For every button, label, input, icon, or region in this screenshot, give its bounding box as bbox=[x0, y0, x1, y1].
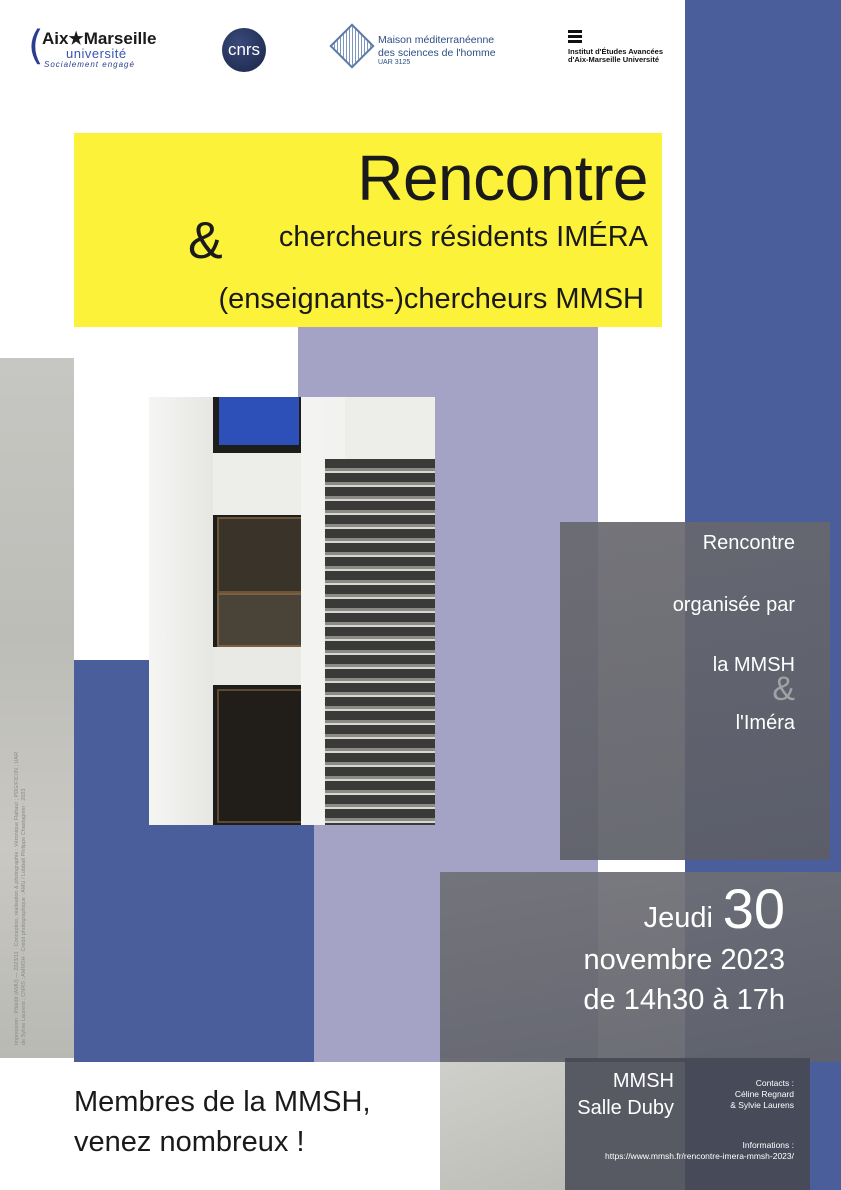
title-main: Rencontre bbox=[357, 142, 648, 214]
info-url[interactable]: https://www.mmsh.fr/rencontre-imera-mmsh-2023/ bbox=[605, 1151, 794, 1161]
event-hours: de 14h30 à 17h bbox=[583, 984, 785, 1016]
event-place bbox=[560, 1068, 674, 1122]
title-box bbox=[74, 133, 662, 327]
building-photo bbox=[149, 397, 435, 825]
info bbox=[580, 1140, 794, 1162]
title-ampersand: & bbox=[188, 212, 223, 270]
call-line2: venez nombreux ! bbox=[74, 1126, 305, 1158]
event-month: novembre 2023 bbox=[583, 944, 785, 976]
event-day: 30 bbox=[722, 877, 785, 940]
mmsh-logo-line1: Maison méditerranéenne bbox=[378, 34, 495, 46]
place-room: Salle Duby bbox=[577, 1097, 674, 1119]
organizers-ampersand: & bbox=[772, 670, 795, 708]
call-to-action bbox=[74, 1082, 371, 1162]
amu-logo bbox=[28, 23, 168, 74]
title-line1: chercheurs résidents IMÉRA bbox=[278, 221, 648, 253]
photo-credit: Impression : Pôlédit (AMU) — 2023/11 · Conception, réalisation & photographie : Véronique Flahaut ; PDG/FIC/IN ; UAR de Sylvie Laurens ; CNRS ; AMMSH · Crédit photographique : AMU / Lobbalt Philippe Chastagnier · 2023 bbox=[14, 751, 27, 1045]
contacts bbox=[690, 1078, 794, 1111]
amu-logo-univ: université bbox=[66, 46, 127, 61]
concrete-texture-bottom bbox=[440, 1058, 565, 1190]
organizers-line2: organisée par bbox=[672, 594, 795, 616]
event-weekday: Jeudi bbox=[643, 902, 713, 934]
mmsh-diamond-icon bbox=[329, 23, 374, 68]
amu-logo-tagline: Socialement engagé bbox=[44, 60, 135, 69]
organizers-line4: l'Iméra bbox=[735, 712, 795, 734]
imera-logo-text: Institut d'Études Avancées d'Aix-Marseille Université bbox=[568, 47, 663, 64]
amu-paren-icon: ( bbox=[28, 23, 44, 69]
organizers-line1: Rencontre bbox=[702, 532, 795, 554]
concrete-texture-left bbox=[0, 358, 74, 1058]
title-line2: (enseignants-)chercheurs MMSH bbox=[218, 283, 644, 315]
contacts-label: Contacts : bbox=[755, 1078, 794, 1088]
call-line1: Membres de la MMSH, bbox=[74, 1086, 371, 1118]
info-label: Informations : bbox=[742, 1140, 794, 1150]
mmsh-logo-line2: des sciences de l'homme bbox=[378, 47, 496, 59]
mmsh-logo-line3: UAR 3125 bbox=[378, 59, 411, 66]
imera-mark-icon bbox=[568, 30, 582, 48]
organizers-line3: la MMSH bbox=[712, 654, 795, 676]
contact-name-2: & Sylvie Laurens bbox=[730, 1100, 794, 1110]
place-name: MMSH bbox=[612, 1070, 674, 1092]
contact-name-1: Céline Regnard bbox=[734, 1089, 794, 1099]
amu-logo-name: Aix★Marseille bbox=[42, 29, 157, 48]
imera-logo bbox=[568, 30, 678, 74]
mmsh-logo bbox=[332, 26, 512, 72]
cnrs-logo: cnrs bbox=[222, 28, 266, 72]
